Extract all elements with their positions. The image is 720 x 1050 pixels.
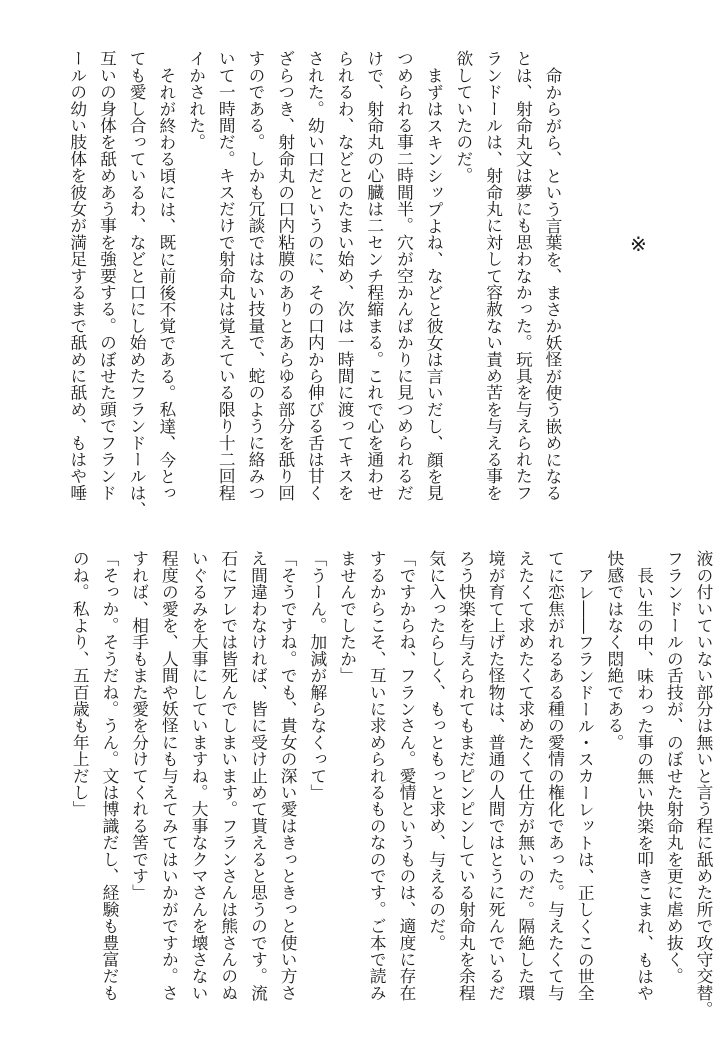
text-line: られるわ、などとのたまい始め、次は一時間に渡ってキスを [335,50,356,501]
text-line: つめられる事二時間半。穴が空かんばかりに見つめられるだ [394,50,415,501]
text-line: ざらつき、射命丸の口内粘膜のありとあらゆる部分を舐り回 [275,50,296,501]
text-line: 気に入ったらしく、もっともっと求め、与えるのだ。 [426,550,447,951]
text-line: ろう快楽を与えられてもまだピンピンしている射命丸を余程 [456,550,477,1001]
bottom-text-block [65,550,718,1030]
text-line: 石にアレでは皆死んでしまいます。フランさんは熊さんのぬ [218,550,239,1001]
text-line: けで、射命丸の心臓は二センチ程縮まる。これで心を通わせ [364,50,385,501]
text-line: アレ――フランドール・スカーレットは、正しくこの世全 [575,566,596,1001]
text-line: 程度の愛を、人間や妖怪にも与えてみてはいかがですか。さ [159,550,180,1001]
text-line: 互いの身体を舐めあう事を強要する。のぼせた頭でフランド [97,50,118,501]
text-line: 快感ではなく悶絶である。 [604,550,625,751]
text-line: 欲していたのだ。 [453,50,474,184]
text-line: 「そうですね。でも、貴女の深い愛はきっときっと使い方さ [278,550,299,1001]
text-line: 液の付いていない部分は無いと言う程に舐めた所で攻守交替。 [694,550,714,1018]
text-line: イかされた。 [186,50,207,151]
text-line: まずはスキンシップよね、などと彼女は言いだし、顔を見 [424,66,445,501]
text-line: ランドールは、射命丸に対して容赦ない責め苦を与える事を [483,50,504,501]
text-line: え間違わなければ、皆に受け止めて貰えると思うのです。流 [248,550,269,1001]
text-line: ませんでしたか」 [337,550,358,684]
text-line: えたくて求めたくて求めたくて仕方が無いのだ。隔絶した環 [515,550,536,1001]
text-line: 境が育て上げた怪物は、普通の人間ではとうに死んでいるだ [486,550,507,1001]
text-line: するからこそ、互いに求められるものなのです。ご本で読み [367,550,388,1001]
text-line: された。幼い口だというのに、その口内から伸びる舌は甘く [305,50,326,501]
text-line: とは、射命丸文は夢にも思わなかった。玩具を与えられたフ [513,50,534,501]
text-line: てに恋焦がれるある種の愛情の権化であった。与えたくて与 [545,550,566,1001]
text-line: いぐるみを大事にしていますね。大事なクマさんを壊さない [189,550,210,1001]
text-line: のね。私より、五百歳も年上だし」 [70,550,91,818]
text-line: フランドールの舌技が、のぼせた射命丸を更に虐め抜く。 [664,550,685,985]
top-text-block [62,50,567,520]
section-separator: ※ [630,232,647,256]
text-line: 命からがら、という言葉を、まさか妖怪が使う嵌めになる [543,66,563,501]
text-line: いて一時間だ。キスだけで射命丸は覚えている限り十二回程 [216,50,237,501]
text-line: それが終わる頃には、既に前後不覚である。私達、今とっ [156,66,177,501]
text-line: 「そっか。そうだね。うん。文は博識だし、経験も豊富だも [99,550,120,1001]
text-line: すのである。しかも冗談ではない技量で、蛇のように絡みつ [245,50,266,501]
text-line: ても愛し合っているわ、などと口にし始めたフランドールは、 [127,50,148,518]
text-line: 「ですからね、フランさん。愛情というものは、適度に存在 [396,550,417,1001]
text-line: ールの幼い肢体を彼女が満足するまで舐めに舐め、もはや唾 [67,50,88,501]
text-line: 「うーん。加減が解らなくって」 [307,550,328,801]
text-line: 長い生の中、味わった事の無い快楽を叩きこまれ、もはや [634,566,655,1001]
text-line: すれば、相手もまた愛を分けてくれる筈です」 [129,550,150,901]
